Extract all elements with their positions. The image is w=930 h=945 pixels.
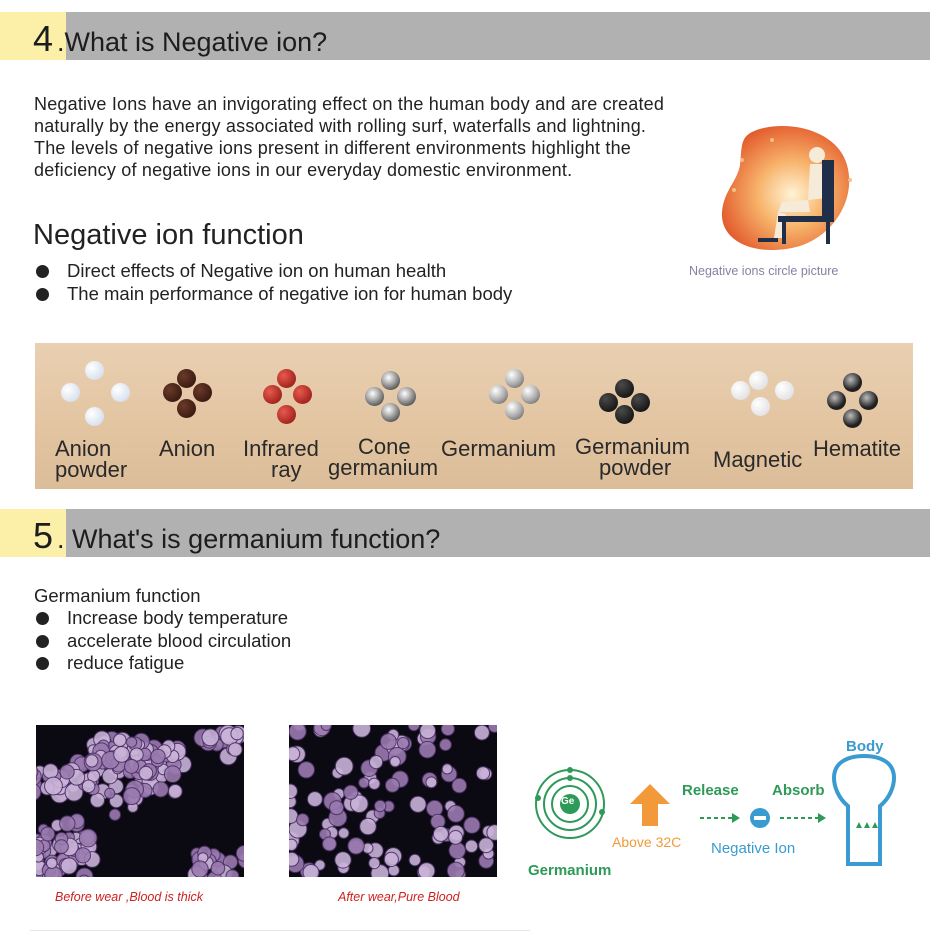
blood-cell xyxy=(474,725,489,740)
blood-cell xyxy=(105,788,115,798)
blood-cell xyxy=(397,737,408,748)
blood-cell xyxy=(348,838,364,854)
blood-cell xyxy=(289,852,299,866)
blood-cell xyxy=(440,739,452,751)
divider xyxy=(30,930,530,931)
stone-black xyxy=(859,391,878,410)
blood-cell xyxy=(335,757,353,775)
blood-cell xyxy=(231,727,243,739)
blood-cell xyxy=(385,778,399,792)
blood-cell xyxy=(75,848,90,863)
blood-cell xyxy=(61,858,77,874)
blood-cell xyxy=(360,818,377,835)
section4-paragraph: Negative Ions have an invigorating effect on the human body and are created naturally by the energy associated with rolling surf, waterfalls and lightning. The levels of negative ions present in different environments highlight the deficiency of negative ions in our everyday domestic environment. xyxy=(34,94,665,180)
blood-cell xyxy=(236,846,244,862)
blood-cell xyxy=(384,852,398,866)
blood-cell xyxy=(298,762,314,778)
blood-cell xyxy=(45,777,63,795)
stone-white xyxy=(751,397,770,416)
blood-cell xyxy=(353,725,371,737)
stone-label: powder xyxy=(55,457,128,482)
stone-white xyxy=(731,381,750,400)
blood-cell xyxy=(449,831,463,845)
body-label: Body xyxy=(846,738,884,755)
blood-cell xyxy=(127,737,137,747)
blood-cell xyxy=(229,743,243,757)
absorb-label: Absorb xyxy=(772,782,825,799)
blood-after-caption: After wear,Pure Blood xyxy=(338,890,460,904)
blood-cell xyxy=(409,854,421,866)
stone-label: powder xyxy=(599,455,672,480)
above-temp-label: Above 32C xyxy=(612,834,682,850)
negative-ion-function-heading: Negative ion function xyxy=(33,219,304,251)
blood-cell xyxy=(344,785,358,799)
stone-red xyxy=(277,405,296,424)
blood-cell xyxy=(448,805,465,822)
stone-label: Anion xyxy=(159,436,216,461)
blood-after-image xyxy=(289,725,497,877)
release-label: Release xyxy=(682,782,739,799)
stone-silver xyxy=(381,371,400,390)
germanium-diagram xyxy=(528,736,918,886)
blood-cell xyxy=(43,764,58,779)
list-item: accelerate blood circulation xyxy=(34,630,291,653)
stone-white xyxy=(61,383,80,402)
blood-before-caption: Before wear ,Blood is thick xyxy=(55,890,203,904)
blood-cell xyxy=(426,777,437,788)
stones-strip xyxy=(35,343,913,489)
blood-cell xyxy=(109,809,120,820)
blood-before-image xyxy=(36,725,244,877)
chair-image-caption: Negative ions circle picture xyxy=(689,264,839,278)
blood-cell xyxy=(359,778,369,788)
blood-cell xyxy=(476,767,489,780)
blood-cell xyxy=(168,785,182,799)
blood-cell xyxy=(297,814,309,826)
blood-cell xyxy=(82,780,95,793)
blood-cell xyxy=(479,838,494,853)
blood-cell xyxy=(47,858,58,869)
stone-label: Infrared xyxy=(243,436,319,461)
blood-cell xyxy=(139,766,153,780)
stone-silver xyxy=(521,385,540,404)
blood-cell xyxy=(419,741,436,758)
ge-symbol: Ge xyxy=(561,796,575,807)
blood-cell xyxy=(114,747,130,763)
stone-black xyxy=(631,393,650,412)
section4-bullet-list xyxy=(34,260,512,305)
stone-white xyxy=(111,383,130,402)
stone-red xyxy=(293,385,312,404)
blood-cell xyxy=(60,765,74,779)
stone-black xyxy=(843,373,862,392)
negative-ion-chair-illustration xyxy=(712,120,862,260)
blood-cell xyxy=(321,725,331,731)
stone-black xyxy=(615,405,634,424)
stone-red xyxy=(277,369,296,388)
blood-cell xyxy=(192,861,208,877)
blood-cell xyxy=(41,827,55,841)
stone-silver xyxy=(505,369,524,388)
blood-cell xyxy=(369,858,380,869)
blood-cell xyxy=(447,862,464,877)
stone-label: Germanium xyxy=(575,434,690,459)
blood-cell xyxy=(60,816,75,831)
blood-cell xyxy=(464,817,480,833)
stone-silver xyxy=(365,387,384,406)
blood-cell xyxy=(441,725,454,736)
blood-cell xyxy=(289,747,300,761)
section4-title: .What is Negative ion? xyxy=(57,27,328,57)
blood-cell xyxy=(410,796,426,812)
blood-cell xyxy=(418,863,435,877)
stone-silver xyxy=(505,401,524,420)
list-item: reduce fatigue xyxy=(34,652,291,675)
blood-cell xyxy=(114,734,127,747)
list-item: Direct effects of Negative ion on human health xyxy=(34,260,512,283)
blood-cell xyxy=(164,766,181,783)
stone-brown xyxy=(177,399,196,418)
list-item: The main performance of negative ion for human body xyxy=(34,283,512,306)
stone-label: Germanium xyxy=(441,436,556,461)
stone-label: ray xyxy=(271,457,302,482)
blood-cell xyxy=(86,755,98,767)
blood-cell xyxy=(390,757,400,767)
germanium-label: Germanium xyxy=(528,862,612,879)
stone-white xyxy=(85,361,104,380)
blood-cell xyxy=(338,828,349,839)
stone-label: Hematite xyxy=(813,436,902,461)
blood-cell xyxy=(289,725,306,740)
stone-label: germanium xyxy=(328,455,439,480)
section4-number: 4 xyxy=(33,18,54,59)
stone-white xyxy=(85,407,104,426)
stone-label: Magnetic xyxy=(713,447,803,472)
blood-cell xyxy=(465,840,477,852)
stone-label: Anion xyxy=(55,436,112,461)
stone-label: Cone xyxy=(358,434,411,459)
blood-cell xyxy=(442,764,452,774)
blood-cell xyxy=(289,784,297,798)
blood-cell xyxy=(211,861,225,875)
blood-cell xyxy=(202,729,219,746)
blood-cell xyxy=(55,840,69,854)
blood-cell xyxy=(420,725,436,739)
stone-brown xyxy=(193,383,212,402)
blood-cell xyxy=(303,865,319,878)
blood-cell xyxy=(289,839,297,851)
stone-red xyxy=(263,385,282,404)
blood-cell xyxy=(375,800,386,811)
section5-bullet-list xyxy=(34,607,291,675)
blood-cell xyxy=(330,801,344,815)
stone-silver xyxy=(397,387,416,406)
list-item: Increase body temperature xyxy=(34,607,291,630)
blood-cell xyxy=(427,800,443,816)
blood-cell xyxy=(79,829,97,847)
stone-white xyxy=(749,371,768,390)
blood-cell xyxy=(408,725,419,731)
stone-black xyxy=(843,409,862,428)
negative-ion-label: Negative Ion xyxy=(711,840,796,857)
blood-cell xyxy=(307,792,322,807)
blood-cell xyxy=(370,756,383,769)
stone-black xyxy=(827,391,846,410)
blood-cell xyxy=(153,782,168,797)
section5-number: 5 xyxy=(33,515,54,556)
blood-cell xyxy=(449,842,465,858)
blood-cell xyxy=(433,826,448,841)
section5-title: . What's is germanium function? xyxy=(57,524,441,554)
blood-cell xyxy=(380,734,396,750)
stone-black xyxy=(615,379,634,398)
stone-white xyxy=(775,381,794,400)
blood-cell xyxy=(369,778,380,789)
stone-silver xyxy=(381,403,400,422)
blood-cell xyxy=(123,788,140,805)
blood-cell xyxy=(151,749,165,763)
blood-cell xyxy=(335,852,351,868)
blood-cell xyxy=(125,759,139,773)
blood-cell xyxy=(322,837,336,851)
stone-silver xyxy=(489,385,508,404)
stone-brown xyxy=(163,383,182,402)
stone-brown xyxy=(177,369,196,388)
germanium-function-heading: Germanium function xyxy=(34,585,201,606)
